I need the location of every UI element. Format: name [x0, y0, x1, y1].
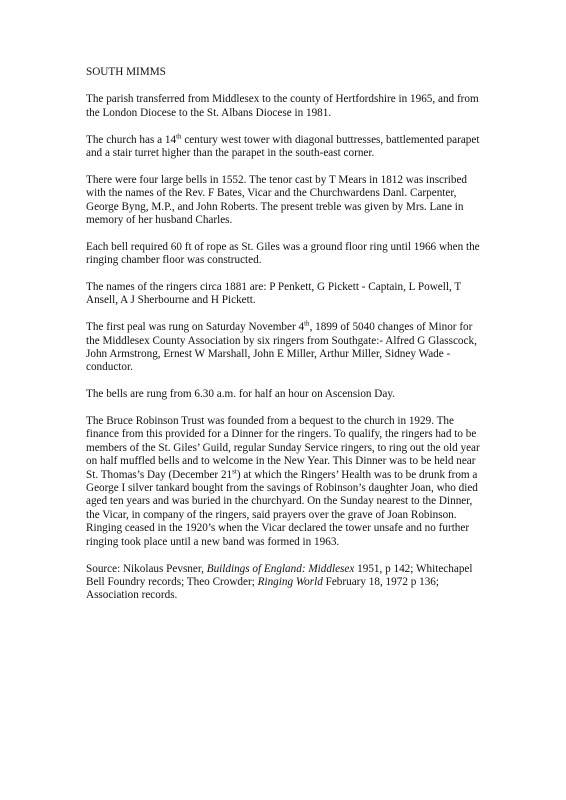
- paragraph-ringers-1881: The names of the ringers circa 1881 are: P Penkett, G Pickett - Captain, L Powell, T Ansell, A J Sherbourne and H Pickett.: [86, 281, 461, 307]
- paragraph-text: , 1899 of 5040 changes of Minor for the Middlesex County Association by six ringers from Southgate:- Alfred G Glasscock, John Armstrong, Ernest W Marshall, John E Miller, Arthur Miller, Sidney Wade - conductor.: [86, 321, 477, 374]
- paragraph-church-tower: [86, 131, 486, 161]
- document-body: [86, 66, 486, 616]
- paragraph-rope: Each bell required 60 ft of rope as St. Giles was a ground floor ring until 1966 when the ringing chamber floor was constructed.: [86, 240, 480, 267]
- document-title: SOUTH MIMMS: [86, 66, 166, 78]
- source-text: 1951, p 142; Whitechapel Bell Foundry records; Theo Crowder;: [86, 562, 473, 588]
- superscript: th: [304, 319, 310, 328]
- source-text: Source: Nikolaus Pevsner,: [86, 562, 207, 575]
- source-text: February 18, 1972 p 136; Association records.: [86, 575, 440, 602]
- paragraph-text: The Bruce Robinson Trust was founded from a bequest to the church in 1929. The finance from this provided for a Dinner for the ringers. To qualify, the ringers had to be members of the St. Giles’ Guild, regular Sunday Service ringers, to ring out the old year on half muffled bells and to welcome in the New Year. This Dinner was to be held near St. Thomas’s Day (December 21: [86, 415, 480, 481]
- paragraph-parish: The parish transferred from Middlesex to the county of Hertfordshire in 1965, and from the London Diocese to the St. Albans Diocese in 1981.: [86, 93, 479, 119]
- paragraph-text: century west tower with diagonal buttresses, battlemented parapet and a stair turret higher than the parapet in the south-east corner.: [86, 133, 480, 160]
- paragraph-sources: [86, 563, 486, 603]
- paragraph-robinson-trust: [86, 415, 486, 549]
- superscript: th: [176, 131, 182, 140]
- paragraph-text: The church has a 14: [86, 133, 177, 146]
- superscript: st: [232, 466, 237, 475]
- paragraph-ascension-day: The bells are rung from 6.30 a.m. for half an hour on Ascension Day.: [86, 388, 396, 401]
- paragraph-text: The first peal was rung on Saturday November 4: [86, 321, 305, 334]
- source-title-italic: Ringing World: [257, 575, 323, 588]
- paragraph-first-peal: [86, 321, 486, 375]
- paragraph-text: ) at which the Ringers’ Health was to be drunk from a George I silver tankard bought from the savings of Robinson’s daughter Joan, who died aged ten years and was buried in the churchyard. On the Sunday nearest to the Dinner, the Vicar, in company of the ringers, said prayers over the grave of Joan Robinson. Ringing ceased in the 1920’s when the Vicar declared the tower unsafe and no further ringing took place until a new band was formed in 1963.: [86, 468, 478, 548]
- source-title-italic: Buildings of England: Middlesex: [206, 562, 355, 575]
- paragraph-bells-history: There were four large bells in 1552. The tenor cast by T Mears in 1812 was inscribed with the names of the Rev. F Bates, Vicar and the Churchwardens Danl. Carpenter, George Byng, M.P., and John Roberts. The present treble was given by Mrs. Lane in memory of her husband Charles.: [86, 173, 467, 227]
